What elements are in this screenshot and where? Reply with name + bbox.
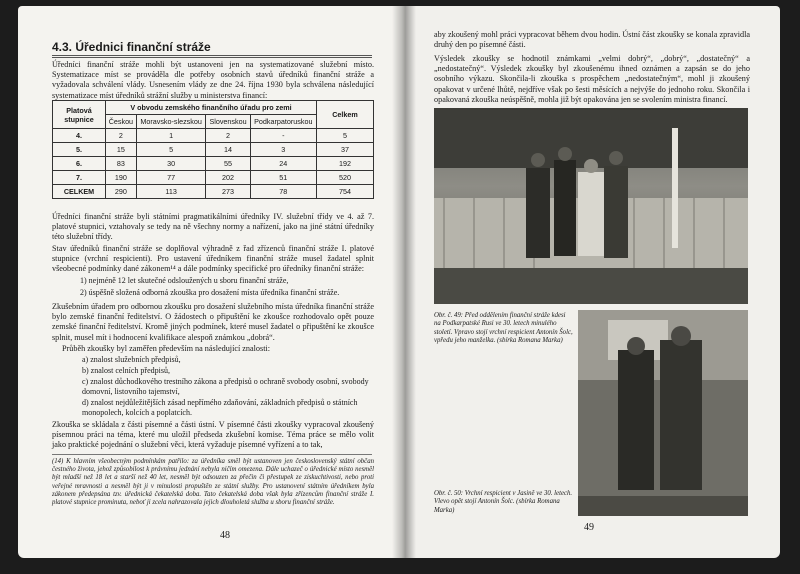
table-cell: 190 [106, 171, 137, 185]
table-cell: 24 [250, 157, 316, 171]
paragraph-exam-format: Zkouška se skládala z části písemné a části ústní. V písemné části zkoušky vypracoval zkoušený písemnou práci na téma, které mu uložil předseda zkušební komise. Téma práce se mělo volit jako praktické pojednání o služební věci, která vyžaduje písemné vyřízení a to tak, [52, 420, 374, 450]
row-label: 7. [53, 171, 106, 185]
header-slovenskou: Slovenskou [206, 115, 250, 129]
table-cell: - [250, 129, 316, 143]
table-cell: 77 [136, 171, 206, 185]
table-cell: 14 [206, 143, 250, 157]
table-cell: 2 [206, 129, 250, 143]
table-cell: 192 [317, 157, 374, 171]
knowledge-c: c) znalost důchodkového trestního zákona a předpisů o ochraně svobody osobní, svobody domovní, listovního tajemství, [82, 377, 369, 396]
table-cell: 5 [136, 143, 206, 157]
table-cell: 113 [136, 185, 206, 199]
paragraph-exam-office: Zkušebním úřadem pro odbornou zkoušku pro dosažení služebního místa úředníka finanční stráže bylo zemské finanční ředitelství. O žádostech o připuštění ke zkoušce rozhodovalo opět pouze zemské finanční ředitelství. Kromě jiných podmínek, které musel žadatel o připuštění ke zkoušce splnit, musel mít i hodnocení kvalifikace alespoň známkou „dobrá“. [52, 302, 374, 342]
caption-photo-50: Obr. č. 50: Vrchní respicient v Jasině ve 30. letech. Vlevo opět stojí Antonín Šolc. (sbírka Romana Marka) [434, 490, 573, 514]
table-cell: 15 [106, 143, 137, 157]
header-moravskoslezskou: Moravsko-slezskou [136, 115, 206, 129]
knowledge-b: b) znalost celních předpisů, [82, 366, 170, 375]
table-cell: 78 [250, 185, 316, 199]
table-cell: 51 [250, 171, 316, 185]
systematization-table [52, 100, 374, 199]
photo-border-post-image [434, 108, 748, 304]
table-cell: 754 [317, 185, 374, 199]
header-podkarpatoruskou: Podkarpatoruskou [250, 115, 316, 129]
header-celkem: Celkem [317, 101, 374, 129]
table-cell: 30 [136, 157, 206, 171]
table-cell: 55 [206, 157, 250, 171]
requirement-2: 2) úspěšně složená odborná zkouška pro dosažení místa úředníka finanční stráže. [80, 288, 340, 297]
section-title: 4.3. Úřednici finanční stráže [52, 40, 211, 54]
row-label: 6. [53, 157, 106, 171]
intro-paragraph: Úředníci finanční stráže mohli být ustanoveni jen na systematizované služební místo. Systematizace míst se prováděla dle potřeby osobních stavů úředníků finanční stráže a vyžadovala schválení vlády. Usnesením vlády ze dne 24. října 1930 byla schválena následující systematizace míst úředníků strážní služby u ministerstva financí: [52, 60, 374, 100]
header-ceskou: Českou [106, 115, 137, 129]
table-cell: 83 [106, 157, 137, 171]
page-number-left: 48 [220, 530, 230, 541]
footnote-14: (14) K hlavním všeobecným podmínkám patřilo: za úředníka směl být ustanoven jen československý státní občan čestného života, jehož způsobilost k právnímu jednání nebyla ničím omezena. Dále uchazeč o úřednické místo nesměl být mladší než 18 let a starší než 40 let, nesměl být odsouzen za přečin či přestupek ze ziskuchtivosti, nebo proti veřejné mravnosti a nesměl být ji v minulosti propuštěn ze státní služby. Pro ustanovení státním úředníkem byla zákonem předepsána tzv. úřednická čekatelská doba. Tato čekatelská doba však byla zřízencům finanční stráže I. platové stupnice prominuta, neboť ji zcela nahrazovala jejich dlouholetá služba u sboru finanční stráže. [52, 458, 374, 507]
table-row-total [53, 185, 374, 199]
book-gutter [392, 6, 416, 558]
footnote-rule [52, 454, 372, 455]
table-cell: 520 [317, 171, 374, 185]
table-cell: 202 [206, 171, 250, 185]
knowledge-a: a) znalost služebních předpisů, [82, 355, 181, 364]
paragraph-recruitment: Stav úředníků finanční stráže se doplňoval výhradně z řad zřízenců finanční stráže I. platové stupnice (vrchní respicienti). Pro ustavení úředníkem finanční stráže musel žadatel splnit všeobecné podmínky dané zákonem¹⁴ a dále podmínky specifické pro úředníky finanční stráže: [52, 244, 374, 274]
table-cell: 290 [106, 185, 137, 199]
photo-border-post [434, 108, 748, 304]
table-cell: 3 [250, 143, 316, 157]
caption-photo-49: Obr. č. 49: Před oddělením finanční stráže kdesi na Podkarpatské Rusi ve 30. letech minulého století. Vpravo stojí vrchní respicient Antonín Šolc, vpředu jeho manželka. (sbírka Romana Marka) [434, 312, 573, 345]
table-row [53, 157, 374, 171]
paragraph-exam-results: Výsledek zkoušky se hodnotil známkami „velmi dobrý“, „dobrý“, „dostatečný“ a „nedostatečný“. Výsledek zkoušky byl zkoušenému ihned oznámen a zapsán se do jeho osobního výkazu. Skončila-li zkouška s prospěchem „nedostatečným“, mohl ji zkoušený opakovat v určené lhůtě, nejdříve však po šesti měsících a nejvýše do jednoho roku. Skončila i opakovaná zkouška neúspěšně, mohla již být opakována jen se svolením ministra financí. [434, 54, 750, 104]
table-cell: 273 [206, 185, 250, 199]
row-label: 5. [53, 143, 106, 157]
title-rule [52, 55, 372, 58]
row-label: CELKEM [53, 185, 106, 199]
paragraph-status: Úředníci finanční stráže byli státními pragmatikálními úředníky IV. služební třídy ve 4. až 7. platové stupnici, vztahovaly se tedy na ně všechny normy a nařízení, jako na jiné státní úředníky této služební třídy. [52, 212, 374, 242]
photo-jasina-image [578, 310, 748, 516]
requirement-1: 1) nejméně 12 let skutečné odsloužených u sboru finanční stráže, [80, 276, 289, 285]
table-cell: 1 [136, 129, 206, 143]
header-region-group: V obvodu zemského finančního úřadu pro zemi [106, 101, 317, 115]
table-cell: 2 [106, 129, 137, 143]
table-cell: 5 [317, 129, 374, 143]
table-row [53, 171, 374, 185]
header-platova-stupnice: Platová stupnice [53, 101, 106, 129]
knowledge-d: d) znalost nejdůležitějších zásad nepřímého zdaňování, základních předpisů o státních monopolech, kolcích a poplatcích. [82, 398, 358, 417]
paragraph-exam-duration: aby zkoušený mohl práci vypracovat během dvou hodin. Ústní část zkoušky se konala zpravidla druhý den po písemné části. [434, 30, 750, 50]
photo-jasina [578, 310, 748, 516]
row-label: 4. [53, 129, 106, 143]
table-row [53, 129, 374, 143]
page-number-right: 49 [584, 522, 594, 533]
table-row [53, 143, 374, 157]
table-cell: 37 [317, 143, 374, 157]
paragraph-exam-scope: Průběh zkoušky byl zaměřen především na následující znalosti: [62, 344, 271, 353]
